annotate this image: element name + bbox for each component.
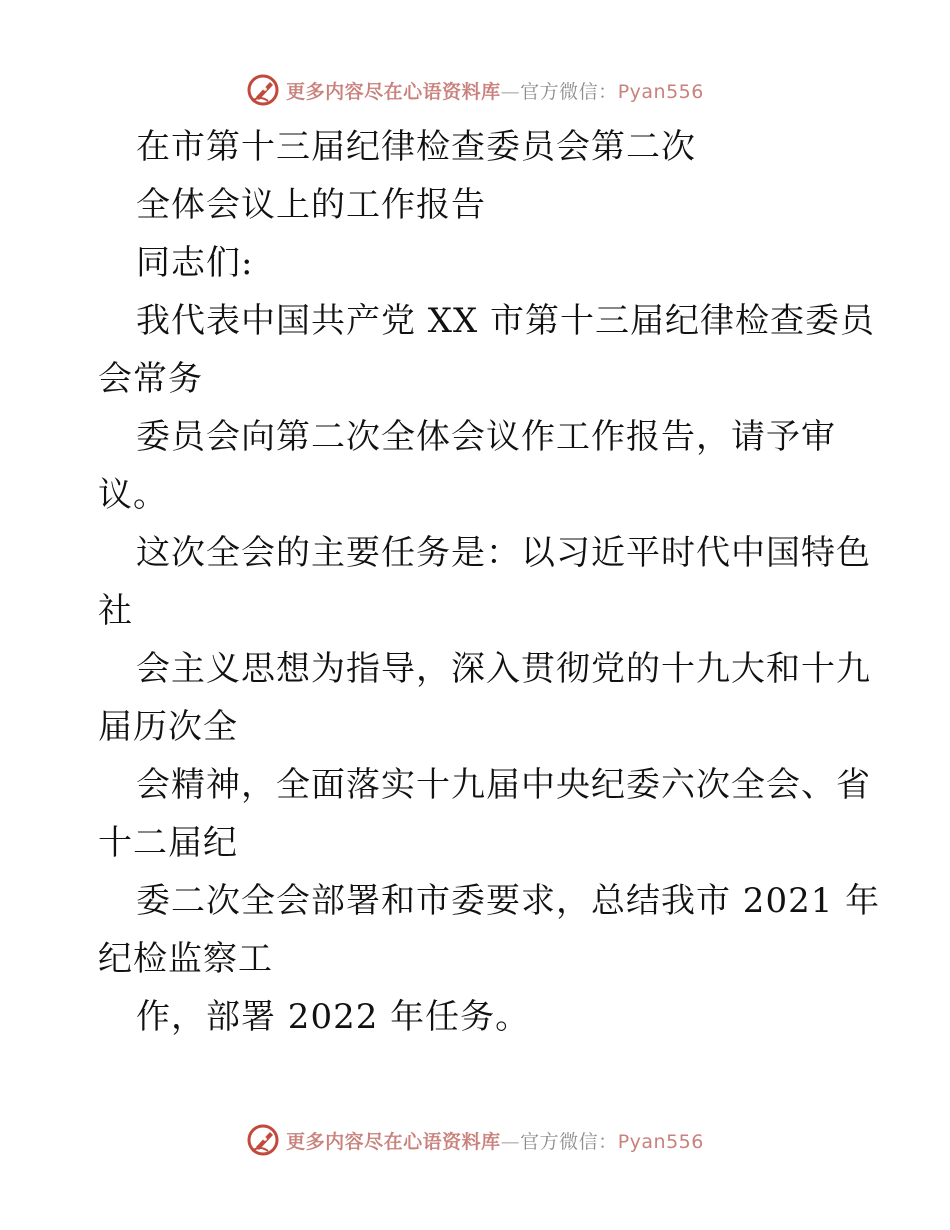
watermark-dash: — (500, 80, 521, 103)
watermark-account: Pyan556 (617, 80, 704, 103)
watermark-label: 官方微信： (520, 1130, 618, 1153)
watermark-account: Pyan556 (617, 1130, 704, 1153)
salutation: 同志们: (136, 243, 254, 283)
watermark-dash: — (500, 1130, 521, 1153)
document-body (98, 118, 881, 1046)
watermark-brand: 更多内容尽在心语资料库 (286, 80, 501, 103)
paragraph-line: 会精神，全面落实十九届中央纪委六次全会、省 (136, 765, 871, 805)
watermark-brand: 更多内容尽在心语资料库 (286, 1130, 501, 1153)
header-watermark (0, 70, 950, 110)
doc-title-line-2: 全体会议上的工作报告 (136, 185, 486, 225)
doc-title-line-1: 在市第十三届纪律检查委员会第二次 (136, 127, 696, 167)
pen-nib-logo-icon (246, 1123, 280, 1157)
paragraph-line: 这次全会的主要任务是：以习近平时代中国特色 (136, 533, 871, 573)
paragraph-line: 届历次全 (98, 707, 238, 747)
paragraph-line: 会主义思想为指导，深入贯彻党的十九大和十九 (136, 649, 871, 689)
paragraph-line: 会常务 (98, 359, 203, 399)
paragraph-line: 委员会向第二次全体会议作工作报告，请予审 (136, 417, 836, 457)
watermark-text (286, 1127, 704, 1154)
paragraph-line: 作，部署 2022 年任务。 (136, 997, 531, 1037)
paragraph-line: 社 (98, 591, 133, 631)
paragraph-line: 我代表中国共产党 XX 市第十三届纪律检查委员 (136, 301, 876, 341)
watermark-label: 官方微信： (520, 80, 618, 103)
paragraph-line: 十二届纪 (98, 823, 238, 863)
pen-nib-logo-icon (246, 73, 280, 107)
paragraph-line: 委二次全会部署和市委要求，总结我市 2021 年 (136, 881, 881, 921)
watermark-text (286, 77, 704, 104)
paragraph-line: 议。 (98, 475, 168, 515)
paragraph-line: 纪检监察工 (98, 939, 273, 979)
footer-watermark (0, 1120, 950, 1160)
